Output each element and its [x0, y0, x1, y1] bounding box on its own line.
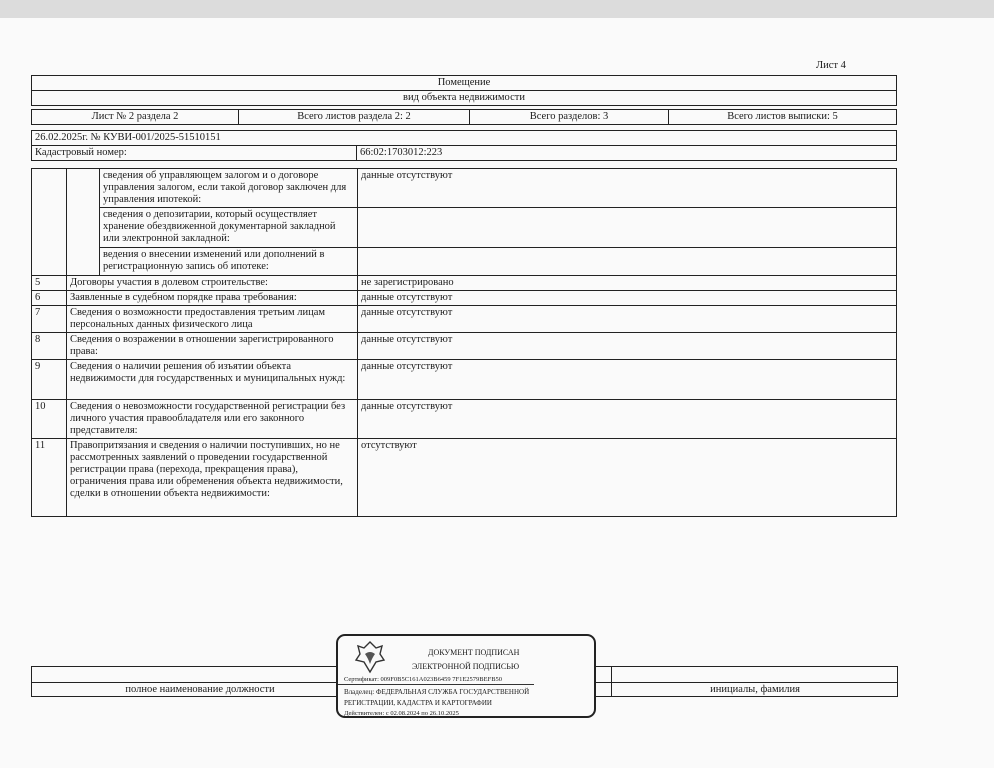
sub-row-value [357, 247, 897, 276]
object-type: вид объекта недвижимости [31, 90, 897, 106]
cadastral-number: 66:02:1703012:223 [356, 145, 897, 161]
sub-row-value [357, 207, 897, 248]
row-number: 8 [31, 332, 67, 360]
sheets-total: Всего листов выписки: 5 [668, 109, 897, 125]
sub-row-label: сведения о депозитарии, который осуществляет хранение обездвиженной документарной закладной или электронной закладной: [99, 207, 358, 248]
row-number: 7 [31, 305, 67, 333]
footer-divider [611, 666, 612, 696]
position-label: полное наименование должности [125, 684, 275, 695]
row-value: не зарегистрировано [357, 275, 897, 291]
stamp-title-1: ДОКУМЕНТ ПОДПИСАН [428, 648, 520, 657]
row-label: Правопритязания и сведения о наличии поступивших, но не рассмотренных заявлений о проведении государственной регистрации права (перехода, прекращения права), ограничения права или обременения объекта недвижимости, сделки в отношении объекта недвижимости: [66, 438, 358, 517]
footer-left-edge [31, 666, 32, 696]
sheet-label: Лист 4 [816, 60, 846, 71]
row-label: Договоры участия в долевом строительстве: [66, 275, 358, 291]
emblem-icon [354, 640, 386, 674]
name-label: инициалы, фамилия [710, 684, 800, 695]
stamp-validity: Действителен: с 02.08.2024 по 26.10.2025 [344, 710, 459, 717]
row-number: 10 [31, 399, 67, 439]
sub-row-value: данные отсутствуют [357, 168, 897, 208]
object-title: Помещение [31, 75, 897, 91]
row-number: 5 [31, 275, 67, 291]
stamp-certificate: Сертификат: 009F0B5C161A023B6459 7F1E2579BEFB50 [338, 675, 534, 685]
row-number: 9 [31, 359, 67, 400]
section-sheet: Лист № 2 раздела 2 [31, 109, 239, 125]
row-label: Сведения о возможности предоставления третьим лицам персональных данных физического лица [66, 305, 358, 333]
sections-total: Всего разделов: 3 [469, 109, 669, 125]
scan-top-edge [0, 0, 994, 18]
row-value: отсутствуют [357, 438, 897, 517]
row-value: данные отсутствуют [357, 332, 897, 360]
sheets-in-section: Всего листов раздела 2: 2 [238, 109, 470, 125]
cadastral-label: Кадастровый номер: [31, 145, 357, 161]
footer-right-edge [897, 666, 898, 696]
electronic-signature-stamp [336, 634, 596, 718]
row-label: Заявленные в судебном порядке права требования: [66, 290, 358, 306]
row-value: данные отсутствуют [357, 399, 897, 439]
stamp-owner-1: Владелец: ФЕДЕРАЛЬНАЯ СЛУЖБА ГОСУДАРСТВЕННОЙ [344, 688, 530, 696]
sub-row-label: ведения о внесении изменений или дополнений в регистрационную запись об ипотеке: [99, 247, 358, 276]
row-value: данные отсутствуют [357, 359, 897, 400]
stamp-owner-2: РЕГИСТРАЦИИ, КАДАСТРА И КАРТОГРАФИИ [344, 699, 492, 707]
row-label: Сведения о возражении в отношении зарегистрированного права: [66, 332, 358, 360]
row-value: данные отсутствуют [357, 305, 897, 333]
row-number: 11 [31, 438, 67, 517]
row-number: 6 [31, 290, 67, 306]
stamp-title-2: ЭЛЕКТРОННОЙ ПОДПИСЬЮ [412, 662, 520, 671]
sub-row-num-empty [31, 168, 67, 276]
sub-row-indent-empty [66, 168, 100, 276]
row-label: Сведения о невозможности государственной регистрации без личного участия правообладателя или его законного представителя: [66, 399, 358, 439]
row-label: Сведения о наличии решения об изъятии объекта недвижимости для государственных и муниципальных нужд: [66, 359, 358, 400]
row-value: данные отсутствуют [357, 290, 897, 306]
sub-row-label: сведения об управляющем залогом и о договоре управления залогом, если такой договор заключен для управления ипотекой: [99, 168, 358, 208]
document-reference: 26.02.2025г. № КУВИ-001/2025-51510151 [31, 130, 897, 146]
